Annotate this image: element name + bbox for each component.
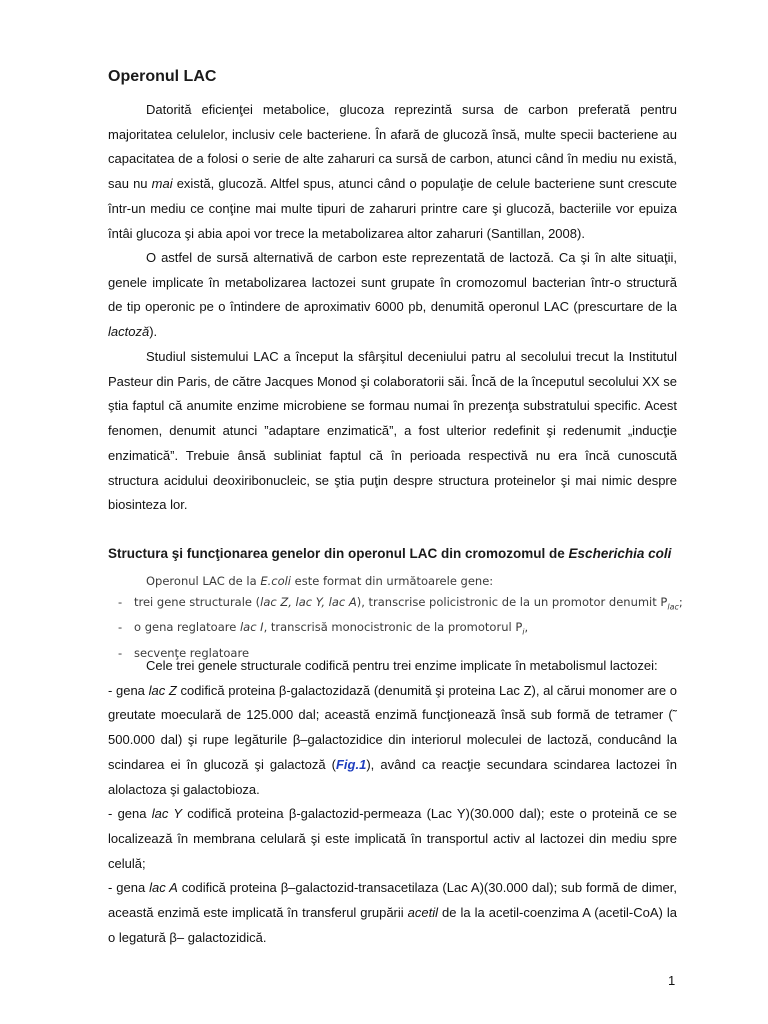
page-number: 1	[668, 973, 676, 988]
list-item: - secvenţe reglatoare	[118, 645, 250, 660]
gene-list-intro: Operonul LAC de la E.coli este format din următoarele gene:	[146, 574, 494, 588]
gene-lac-z: - gena lac Z codifică proteina β-galactozidază (denumită şi proteina Lac Z), al cărui monomer are o greutate moeculară de 125.000 dal; această enzimă funcţionează însă sub formă de tetramer (˜ 500.000 dal) şi rupe legăturile β–galactozidice din interiorul moleculei de lactoză, conducând la scindarea ei în glucoză şi galactoză (Fig.1), având ca reacţie secundara scindarea lactozei în alolactoza şi galactobioza.	[108, 682, 678, 797]
list-item: - trei gene structurale (lac Z, lac Y, lac A), transcrise policistronic de la un promotor denumit $P_{lac}$;	[118, 595, 683, 612]
enzymes-section	[108, 654, 677, 950]
paragraph-glucose: Datorită eficienţei metabolice, glucoza reprezintă sursa de carbon preferată pentru majoritatea celulelor, inclusiv cele bacteriene. În afară de glucoză însă, multe specii bacteriene au capacitatea de a folosi o serie de alte zaharuri ca sursă de carbon, atunci când în mediu nu există, sau nu mai există, glucoză. Altfel spus, atunci când o populaţie de celule bacteriene sunt crescute într-un mediu ce conţine mai multe tipuri de zaharuri printre care şi glucoză, bacteriile vor epuiza întâi glucoza şi abia apoi vor trece la metabolizarea altor zaharuri (Santillan, 2008).	[108, 102, 677, 241]
gene-lac-y: - gena lac Y codifică proteina β-galactozid-permeaza (Lac Y)(30.000 dal); este o proteină ce se localizează în membrana celulară şi este implicată în transportul activ al lactozei din mediu spre celulă;	[108, 806, 677, 871]
paragraph-lactose: O astfel de sursă alternativă de carbon este reprezentată de lactoză. Ca şi în alte situaţii, genele implicate în metabolizarea lactozei sunt grupate în cromozomul bacterian într-o structură de tip operonic pe o întindere de aproximativ 6000 pb, denumită operonul LAC (prescurtare de la lactoză).	[108, 250, 677, 340]
gene-list	[108, 571, 698, 664]
gene-lac-a: - gena lac A codifică proteina β–galactozid-transacetilaza (Lac A)(30.000 dal); sub formă de dimer, această enzimă este implicată în transferul grupării acetil de la la acetil-coenzima A (acetil-CoA) la o legatură β– galactozidică.	[108, 880, 677, 945]
figure-reference-link[interactable]: Fig.1	[335, 756, 367, 772]
list-item: - o gena reglatoare lac I, transcrisă monocistronic de la promotorul $P_i$,	[118, 620, 529, 637]
enzymes-intro: Cele trei genele structurale codifică pentru trei enzime implicate în metabolismul lactozei:	[146, 658, 658, 673]
section-heading: Structura şi funcţionarea genelor din operonul LAC din cromozomul de Escherichia coli	[108, 546, 672, 561]
paragraph-history: Studiul sistemului LAC a început la sfârşitul deceniului patru al secolului trecut la Institutul Pasteur din Paris, de către Jacques Monod şi colaboratorii săi. Încă de la începutul secolului XX se ştia faptul că anumite enzime microbiene se formau numai în prezenţa substratului specific. Acest fenomen, denumit atunci ”adaptare enzimatică”, a fost ulterior redefinit şi redenumit „inducţie enzimatică”. Trebuie ânsă subliniat faptul că în perioada respectivă nu era încă cunoscută structura acidului deoxiribonucleic, se ştia puţin despre structura proteinelor şi mai nimic despre biosinteza lor.	[108, 349, 677, 513]
page-title: Operonul LAC	[108, 68, 217, 85]
